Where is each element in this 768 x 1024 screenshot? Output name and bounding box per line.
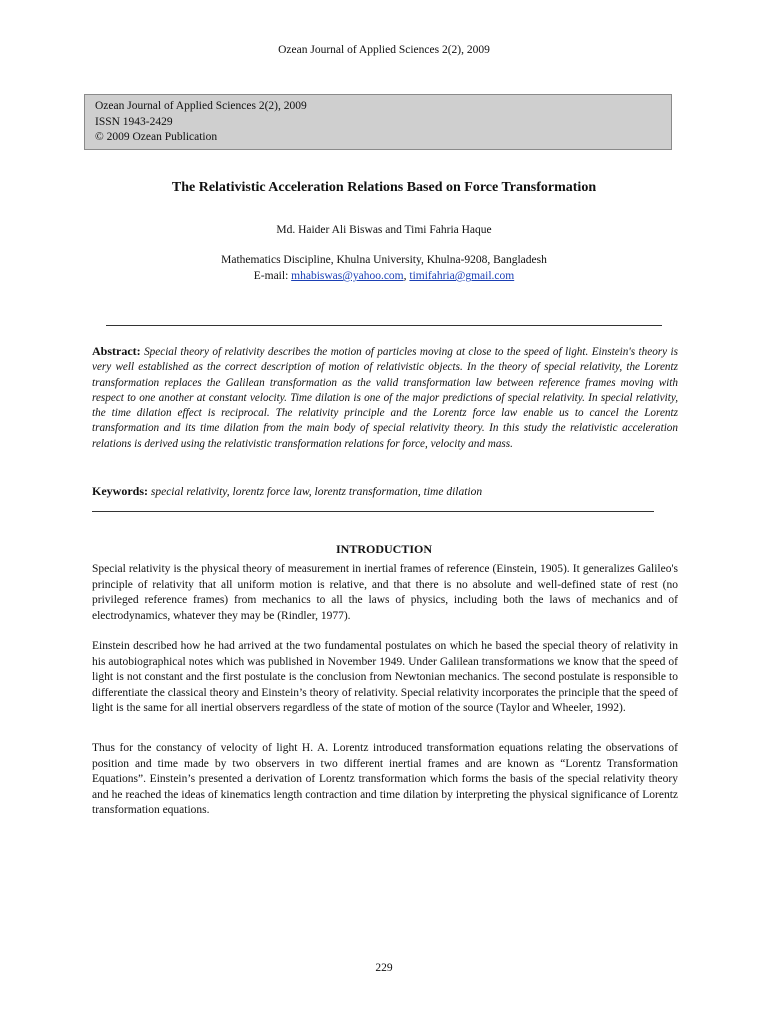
authors: Md. Haider Ali Biswas and Timi Fahria Haque bbox=[276, 224, 492, 236]
email-label: E-mail: bbox=[253, 270, 292, 282]
keywords bbox=[92, 484, 678, 499]
email-separator: , bbox=[403, 270, 410, 282]
section-heading: INTRODUCTION bbox=[335, 542, 432, 556]
paper-title: The Relativistic Acceleration Relations Based on Force Transformation bbox=[171, 180, 597, 195]
email-link-1[interactable]: mhabiswas@yahoo.com bbox=[291, 270, 404, 282]
divider-bottom bbox=[92, 511, 654, 512]
abstract bbox=[92, 344, 678, 452]
journal-info-box bbox=[84, 94, 672, 150]
intro-paragraph-3: Thus for the constancy of velocity of light H. A. Lorentz introduced transformation equations relating the observations of position and time made by two observers in two different inertial frames and are known as “Lorentz Transformation Equations”. Einstein’s presented a derivation of Lorentz transformation which forms the basis of the special relativity theory and he reached the ideas of kinematics length contraction and time dilation by interpreting the physical significance of Lorentz transformation equations. bbox=[92, 742, 678, 816]
running-head: Ozean Journal of Applied Sciences 2(2), 2009 bbox=[278, 44, 490, 56]
issn-line: ISSN 1943-2429 bbox=[95, 115, 173, 128]
divider-top bbox=[106, 325, 662, 326]
intro-paragraph-2: Einstein described how he had arrived at the two fundamental postulates on which he based the special theory of relativity in his autobiographical notes which was published in November 1949. Under Galilean transformations we know that the speed of light is not constant and the first postulate is the conclusion from Newtonian mechanics. The second postulate is responsible to differentiate the classical theory and Einstein’s theory of relativity. Special relativity incorporates the principle that the speed of light is the same for all inertial observers regardless of the state of motion of the source (Taylor and Wheeler, 1992). bbox=[92, 640, 678, 714]
intro-paragraph-1: Special relativity is the physical theory of measurement in inertial frames of reference (Einstein, 1905). It generalizes Galileo's principle of relativity that all uniform motion is relative, and that there is no absolute and well-defined state of rest (no privileged reference frames) from mechanics to all the laws of physics, including both the laws of mechanics and of electrodynamics, whatever they may be (Rindler, 1977). bbox=[92, 563, 678, 622]
page-number: 229 bbox=[375, 962, 393, 974]
copyright-line: © 2009 Ozean Publication bbox=[95, 131, 218, 143]
email-link-2[interactable]: timifahria@gmail.com bbox=[409, 270, 515, 282]
keywords-label: Keywords: bbox=[92, 484, 148, 498]
affiliation-block bbox=[0, 252, 768, 284]
abstract-label: Abstract: bbox=[92, 344, 141, 358]
abstract-text: Special theory of relativity describes the motion of particles moving at close to the speed of light. Einstein's theory is very well established as the correct description of motion of relativistic objects. In the theory of special relativity, the Lorentz transformation replaces the Galilean transformation as the valid transformation law between reference frames moving with respect to one another at constant velocity. Time dilation is one of the major predictions of special relativity. In special relativity, the time dilation effect is reciprocal. The relativity principle and the Lorentz force law enable us to cancel the Lorentz transformation and its time dilation from the main body of special relativity theory. In this study the relativistic acceleration relations is derived using the relativistic transformation relations for force, velocity and mass. bbox=[92, 346, 678, 450]
keywords-text: special relativity, lorentz force law, lorentz transformation, time dilation bbox=[150, 486, 483, 498]
affiliation: Mathematics Discipline, Khulna University, Khulna-9208, Bangladesh bbox=[221, 254, 547, 266]
journal-info-line: Ozean Journal of Applied Sciences 2(2), 2009 bbox=[95, 100, 307, 112]
email-line bbox=[0, 268, 768, 284]
